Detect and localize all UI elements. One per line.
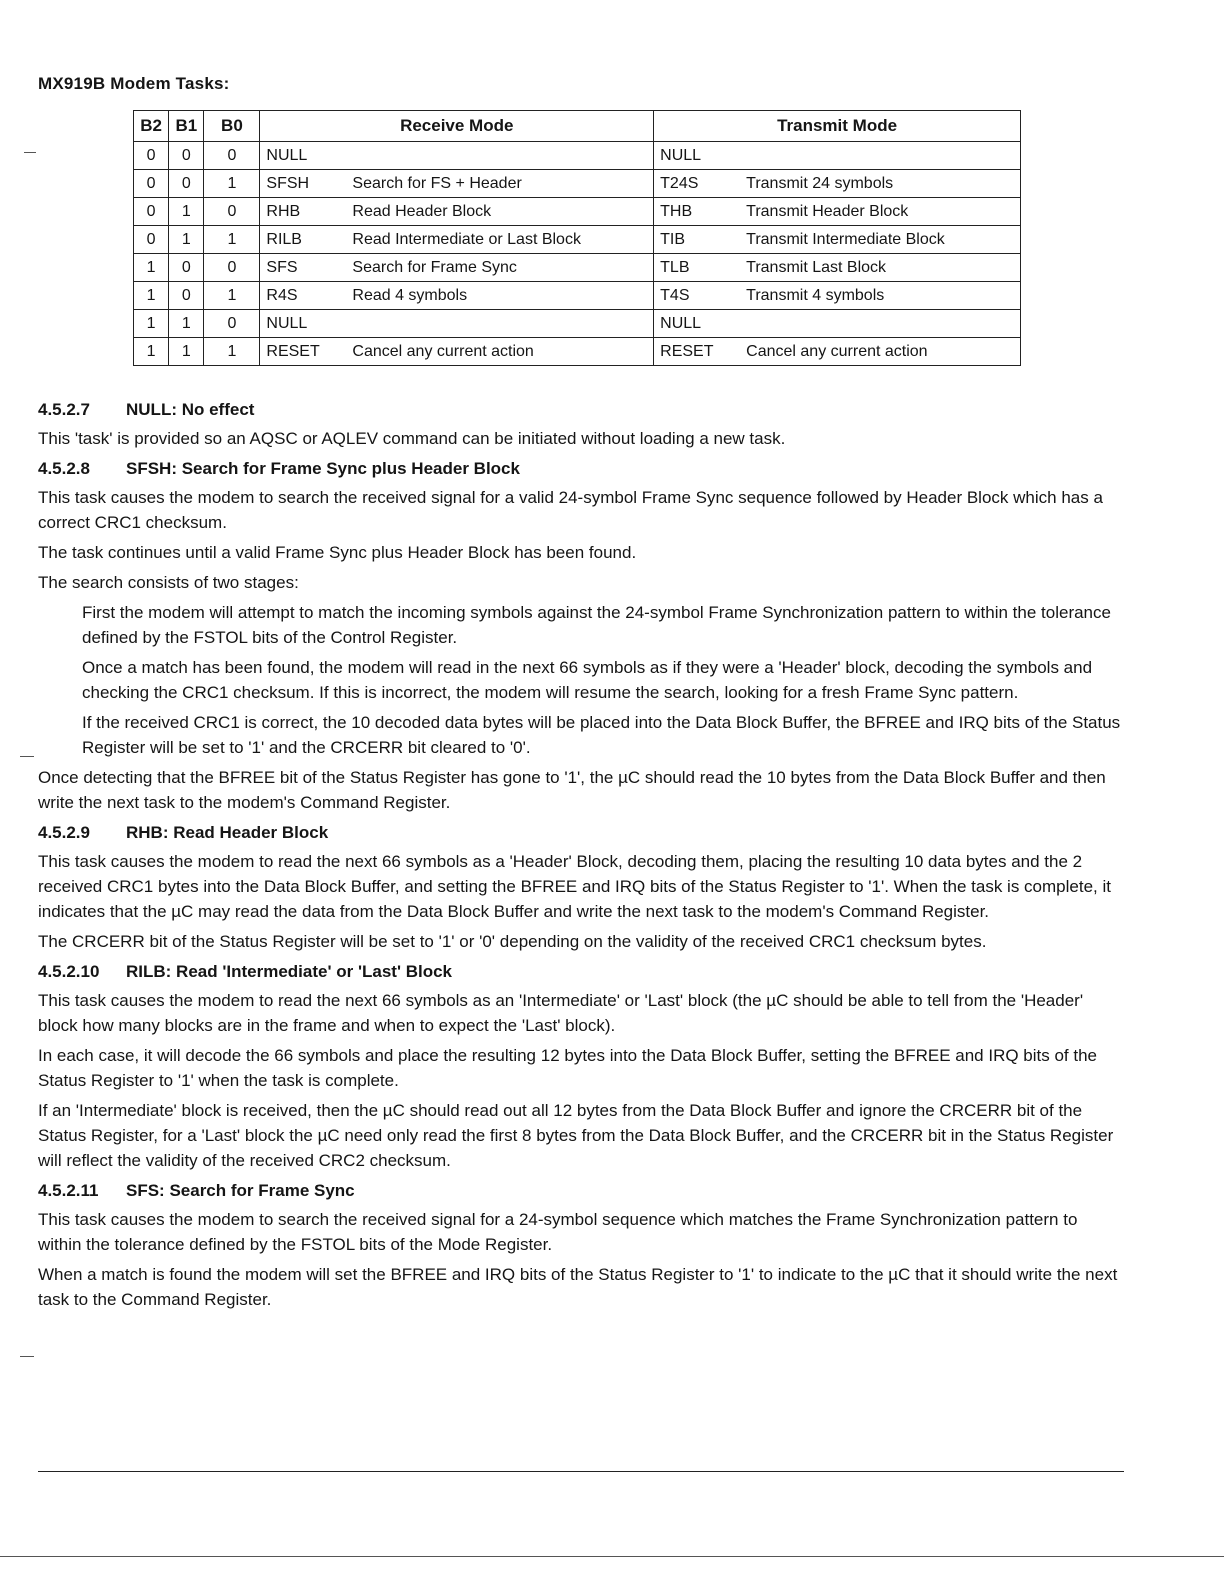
rx-code: R4S [266, 286, 298, 304]
cell-b2: 0 [134, 142, 169, 170]
paragraph: This 'task' is provided so an AQSC or AQLEV command can be initiated without loading a new task. [38, 429, 786, 448]
section-title: SFSH: Search for Frame Sync plus Header Block [126, 459, 520, 478]
rx-desc: Read Intermediate or Last Block [352, 230, 581, 248]
paragraph: When a match is found the modem will set the BFREE and IRQ bits of the Status Register to '1' to indicate to the µC that it should write the next task to the Command Register. [38, 1265, 1118, 1309]
tx-code: T4S [660, 286, 690, 304]
section-number: 4.5.2.9 [38, 823, 90, 842]
cell-receive [260, 282, 654, 310]
paragraph: Once detecting that the BFREE bit of the Status Register has gone to '1', the µC should read the 10 bytes from the Data Block Buffer and then write the next task to the modem's Command Register. [38, 768, 1106, 812]
section-heading-4527 [38, 397, 1123, 422]
cell-receive [260, 254, 654, 282]
table-row [134, 310, 1021, 338]
header-transmit-mode: Transmit Mode [654, 111, 1021, 142]
table-row [134, 338, 1021, 366]
section-heading-4529 [38, 820, 1123, 845]
cell-b1: 1 [169, 226, 204, 254]
rx-code: NULL [266, 146, 308, 164]
header-receive-mode: Receive Mode [260, 111, 654, 142]
cell-receive [260, 142, 654, 170]
table-row [134, 198, 1021, 226]
scan-mark [20, 756, 34, 757]
tx-desc: Transmit 24 symbols [746, 174, 894, 192]
rx-code: RESET [266, 342, 320, 360]
cell-b1: 1 [169, 338, 204, 366]
cell-transmit [654, 282, 1021, 310]
section-number: 4.5.2.7 [38, 400, 90, 419]
page-bottom-edge [0, 1556, 1224, 1557]
document-body [38, 397, 1123, 1317]
section-number: 4.5.2.8 [38, 459, 90, 478]
rx-desc: Cancel any current action [352, 342, 534, 360]
tx-desc: Transmit Last Block [746, 258, 887, 276]
rx-desc: Search for FS + Header [352, 174, 522, 192]
header-b1: B1 [169, 111, 204, 142]
modem-tasks-table [133, 110, 1021, 366]
cell-transmit [654, 338, 1021, 366]
cell-b0: 1 [204, 226, 260, 254]
cell-b0: 1 [204, 170, 260, 198]
tx-desc: Cancel any current action [746, 342, 928, 360]
tx-code: RESET [660, 342, 714, 360]
cell-b0: 0 [204, 310, 260, 338]
table-header-row [134, 111, 1021, 142]
cell-b0: 0 [204, 198, 260, 226]
cell-transmit [654, 226, 1021, 254]
paragraph: If an 'Intermediate' block is received, then the µC should read out all 12 bytes from the Data Block Buffer and ignore the CRCERR bit of the Status Register, for a 'Last' block the µC need only read the first 8 bytes from the Data Block Buffer, and the CRCERR bit in the Status Register will reflect the validity of the received CRC2 checksum. [38, 1101, 1114, 1170]
indented-paragraph: First the modem will attempt to match the incoming symbols against the 24-symbol Frame Synchronization pattern to within the tolerance defined by the FSTOL bits of the Control Register. [82, 603, 1111, 647]
table-row [134, 254, 1021, 282]
cell-transmit [654, 142, 1021, 170]
cell-receive [260, 170, 654, 198]
cell-receive [260, 198, 654, 226]
rx-desc: Search for Frame Sync [352, 258, 517, 276]
cell-receive [260, 226, 654, 254]
section-heading-45210 [38, 959, 1123, 984]
tx-code: THB [660, 202, 693, 220]
paragraph: This task causes the modem to read the next 66 symbols as an 'Intermediate' or 'Last' block (the µC should be able to tell from the 'Header' block how many blocks are in the frame and when to expect the 'Last' block). [38, 991, 1084, 1035]
paragraph: In each case, it will decode the 66 symbols and place the resulting 12 bytes into the Data Block Buffer, setting the BFREE and IRQ bits of the Status Register to '1' when the task is complete. [38, 1046, 1098, 1090]
cell-b1: 0 [169, 282, 204, 310]
cell-receive [260, 310, 654, 338]
indented-paragraph: If the received CRC1 is correct, the 10 decoded data bytes will be placed into the Data Block Buffer, the BFREE and IRQ bits of the Status Register will be set to '1' and the CRCERR bit cleared to '0'. [82, 713, 1121, 757]
section-title: NULL: No effect [126, 400, 255, 419]
cell-b0: 1 [204, 338, 260, 366]
paragraph: This task causes the modem to search the received signal for a 24-symbol sequence which matches the Frame Synchronization pattern to within the tolerance defined by the FSTOL bits of the Mode Register. [38, 1210, 1078, 1254]
rx-desc: Read Header Block [352, 202, 492, 220]
cell-transmit [654, 254, 1021, 282]
cell-b2: 1 [134, 338, 169, 366]
paragraph: The search consists of two stages: [38, 573, 299, 592]
scan-mark [24, 152, 36, 153]
paragraph: This task causes the modem to read the next 66 symbols as a 'Header' Block, decoding them, placing the resulting 10 data bytes and the 2 received CRC1 bytes into the Data Block Buffer, and setting the BFREE and IRQ bits of the Status Register to '1'. When the task is complete, it indicates that the µC may read the data from the Data Block Buffer and write the next task to the modem's Command Register. [38, 852, 1111, 921]
scan-mark [20, 1356, 34, 1357]
tx-code: NULL [660, 146, 702, 164]
rx-desc: Read 4 symbols [352, 286, 468, 304]
cell-b2: 0 [134, 170, 169, 198]
tx-code: TIB [660, 230, 686, 248]
cell-b1: 0 [169, 170, 204, 198]
cell-b0: 1 [204, 282, 260, 310]
cell-b0: 0 [204, 142, 260, 170]
rx-code: NULL [266, 314, 308, 332]
cell-b2: 0 [134, 226, 169, 254]
paragraph: The task continues until a valid Frame Sync plus Header Block has been found. [38, 543, 637, 562]
table-row [134, 226, 1021, 254]
cell-b1: 1 [169, 310, 204, 338]
rx-code: RILB [266, 230, 302, 248]
cell-receive [260, 338, 654, 366]
paragraph: This task causes the modem to search the received signal for a valid 24-symbol Frame Sync sequence followed by Header Block which has a correct CRC1 checksum. [38, 488, 1103, 532]
tx-desc: Transmit 4 symbols [746, 286, 885, 304]
cell-b2: 1 [134, 310, 169, 338]
cell-b1: 0 [169, 254, 204, 282]
section-heading-4528 [38, 456, 1123, 481]
cell-transmit [654, 198, 1021, 226]
tx-desc: Transmit Intermediate Block [746, 230, 945, 248]
cell-b1: 1 [169, 198, 204, 226]
cell-transmit [654, 170, 1021, 198]
section-number: 4.5.2.10 [38, 962, 100, 981]
page-title: MX919B Modem Tasks: [38, 74, 230, 93]
tx-code: TLB [660, 258, 690, 276]
rx-code: RHB [266, 202, 301, 220]
indented-paragraph: Once a match has been found, the modem will read in the next 66 symbols as if they were a 'Header' block, decoding the symbols and checking the CRC1 checksum. If this is incorrect, the modem will resume the search, looking for a fresh Frame Sync pattern. [82, 658, 1093, 702]
tx-code: T24S [660, 174, 699, 192]
paragraph: The CRCERR bit of the Status Register will be set to '1' or '0' depending on the validity of the received CRC1 checksum bytes. [38, 932, 987, 951]
section-number: 4.5.2.11 [38, 1181, 99, 1200]
tx-code: NULL [660, 314, 702, 332]
cell-b0: 0 [204, 254, 260, 282]
section-title: SFS: Search for Frame Sync [126, 1181, 355, 1200]
footer-rule [38, 1471, 1124, 1472]
cell-b1: 0 [169, 142, 204, 170]
rx-code: SFS [266, 258, 298, 276]
cell-transmit [654, 310, 1021, 338]
tx-desc: Transmit Header Block [746, 202, 909, 220]
table-row [134, 282, 1021, 310]
section-heading-45211 [38, 1178, 1123, 1203]
table-row [134, 142, 1021, 170]
header-b2: B2 [134, 111, 169, 142]
cell-b2: 1 [134, 254, 169, 282]
rx-code: SFSH [266, 174, 310, 192]
header-b0: B0 [204, 111, 260, 142]
cell-b2: 0 [134, 198, 169, 226]
table-row [134, 170, 1021, 198]
section-title: RILB: Read 'Intermediate' or 'Last' Block [126, 962, 453, 981]
cell-b2: 1 [134, 282, 169, 310]
section-title: RHB: Read Header Block [126, 823, 329, 842]
